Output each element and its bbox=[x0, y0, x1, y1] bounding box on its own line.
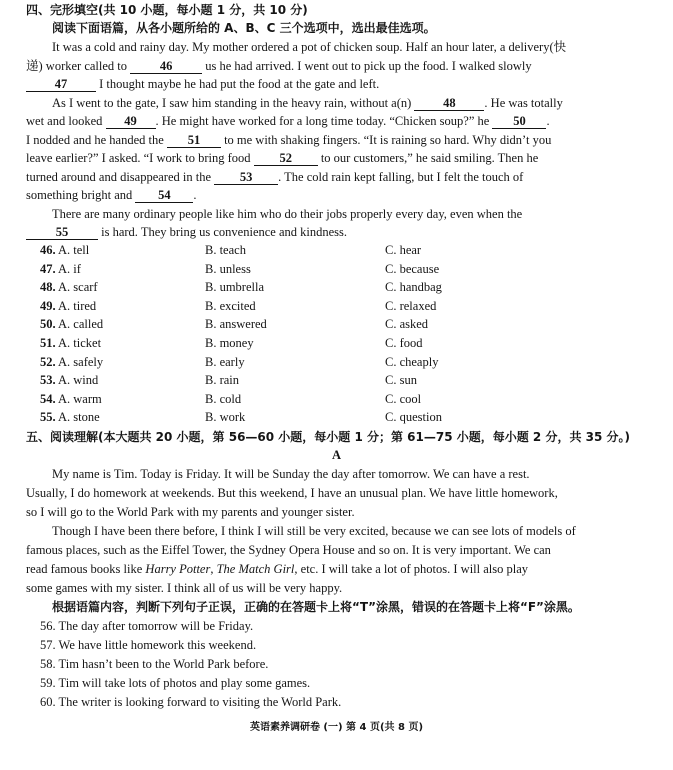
option-c: C. question bbox=[385, 410, 442, 425]
blank-46: 46 bbox=[130, 59, 202, 74]
section4-heading: 四、完形填空(共 10 小题，每小题 1 分，共 10 分) bbox=[26, 3, 308, 17]
text-span: I thought maybe he had put the food at the gate and left. bbox=[99, 77, 380, 91]
passage-line bbox=[26, 224, 347, 241]
text-span: to me with shaking fingers. “It is raining so hard. Why didn’t you bbox=[224, 133, 552, 147]
passage-line: My name is Tim. Today is Friday. It will be Sunday the day after tomorrow. We can have a rest. bbox=[52, 467, 530, 481]
passage-line: something bright and 54 . bbox=[26, 188, 197, 202]
option-a: A. ticket bbox=[58, 336, 102, 350]
section5-heading: 五、阅读理解(本大题共 20 小题，第 56—60 小题，每小题 1 分；第 61—75 小题，每小题 2 分，共 35 分。) bbox=[26, 430, 630, 444]
section5-instruction: 根据语篇内容，判断下列句子正误，正确的在答题卡上将“T”涂黑，错误的在答题卡上将“F”涂黑。 bbox=[52, 600, 580, 614]
passage-line: some games with my sister. I think all of us will be very happy. bbox=[26, 581, 343, 595]
book-title: Harry Potter bbox=[145, 562, 211, 576]
blank-49: 49 bbox=[106, 114, 156, 129]
option-a: A. safely bbox=[58, 354, 104, 369]
option-c: C. hear bbox=[385, 243, 422, 257]
statement-item: 58. Tim hasn’t been to the World Park before. bbox=[40, 657, 269, 671]
option-a: A. if bbox=[58, 261, 81, 276]
option-c: C. cool bbox=[385, 391, 422, 406]
text-span: I nodded and he handed the bbox=[26, 133, 164, 147]
passage-line: Though I have been there before, I think I will still be very excited, because we can see lots of models of bbox=[52, 524, 576, 538]
option-c: C. cheaply bbox=[385, 354, 439, 369]
option-c: C. relaxed bbox=[385, 298, 437, 313]
text-span: something bright and bbox=[26, 188, 133, 202]
text-span: is hard. They bring us convenience and kindness. bbox=[101, 225, 348, 239]
option-c: C. because bbox=[385, 261, 440, 276]
passage-line bbox=[26, 76, 379, 93]
text-span: read famous books like bbox=[26, 562, 143, 576]
text-span: , bbox=[210, 562, 214, 576]
question-number: 48. bbox=[40, 280, 56, 295]
question-number: 50. bbox=[40, 317, 56, 332]
option-a: A. called bbox=[58, 317, 104, 332]
option-b: B. money bbox=[205, 336, 254, 350]
passage-line bbox=[26, 561, 528, 578]
blank-55: 55 bbox=[26, 225, 98, 240]
passage-line: Usually, I do homework at weekends. But this weekend, I have an unusual plan. We have little homework, bbox=[26, 486, 558, 500]
text-span: . He was totally bbox=[484, 96, 563, 110]
option-a: A. warm bbox=[58, 391, 102, 406]
option-a: A. scarf bbox=[58, 280, 98, 295]
option-a: A. tell bbox=[58, 243, 90, 257]
reading-part-label: A bbox=[331, 448, 342, 462]
option-b: B. work bbox=[205, 410, 246, 425]
question-number: 47. bbox=[40, 261, 56, 276]
section4-instruction: 阅读下面语篇，从各小题所给的 A、B、C 三个选项中，选出最佳选项。 bbox=[52, 21, 436, 35]
question-number: 53. bbox=[40, 373, 56, 388]
text-span: us he had arrived. I went out to pick up the food. I walked slowly bbox=[205, 59, 532, 73]
text-span: leave earlier?” I asked. “I work to bring food bbox=[26, 151, 251, 165]
passage-line bbox=[26, 150, 538, 167]
option-c: C. food bbox=[385, 336, 423, 350]
question-number: 52. bbox=[40, 354, 56, 369]
passage-line bbox=[26, 132, 551, 149]
option-a: A. stone bbox=[58, 410, 100, 425]
option-c: C. handbag bbox=[385, 280, 442, 295]
question-number: 55. bbox=[40, 410, 56, 425]
text-span: . The cold rain kept falling, but I felt the touch of bbox=[278, 170, 524, 184]
option-a: A. wind bbox=[58, 373, 99, 388]
blank-50: 50 bbox=[492, 114, 546, 129]
option-a: A. tired bbox=[58, 298, 97, 313]
statement-item: 57. We have little homework this weekend. bbox=[40, 638, 257, 652]
statement-item: 56. The day after tomorrow will be Friday. bbox=[40, 619, 254, 633]
blank-53: 53 bbox=[214, 170, 278, 185]
option-c: C. asked bbox=[385, 317, 429, 332]
passage-line bbox=[52, 95, 563, 112]
option-b: B. answered bbox=[205, 317, 267, 332]
option-b: B. early bbox=[205, 354, 245, 369]
page-footer: 英语素养调研卷 (一) 第 4 页(共 8 页) bbox=[249, 722, 424, 733]
text-span: to our customers,” he said smiling. Then he bbox=[320, 151, 539, 165]
option-b: B. umbrella bbox=[205, 280, 265, 295]
blank-48: 48 bbox=[414, 96, 484, 111]
book-title: The Match Girl bbox=[216, 562, 295, 576]
passage-line bbox=[26, 58, 532, 75]
text-span: 递) worker called to bbox=[26, 59, 128, 73]
option-b: B. unless bbox=[205, 261, 251, 276]
passage-line: There are many ordinary people like him who do their jobs properly every day, even when the bbox=[52, 207, 523, 221]
option-b: B. teach bbox=[205, 243, 246, 257]
blank-47: 47 bbox=[26, 77, 96, 92]
text-span: wet and looked bbox=[26, 114, 103, 128]
passage-line bbox=[26, 169, 523, 186]
question-number: 46. bbox=[40, 243, 56, 257]
blank-51: 51 bbox=[167, 133, 221, 148]
blank-54: 54 bbox=[135, 188, 193, 203]
passage-line: wet and looked 49 . He might have worked for a long time today. “Chicken soup?” he 50 . bbox=[26, 114, 550, 128]
text-span: As I went to the gate, I saw him standing in the heavy rain, without a(n) bbox=[52, 96, 412, 110]
statement-item: 59. Tim will take lots of photos and play some games. bbox=[40, 676, 311, 690]
text-span: . He might have worked for a long time today. “Chicken soup?” he bbox=[155, 114, 490, 128]
passage-line: famous places, such as the Eiffel Tower, the Sydney Opera House and so on. It is very important. We can bbox=[26, 543, 551, 557]
option-b: B. excited bbox=[205, 298, 256, 313]
text-span: turned around and disappeared in the bbox=[26, 170, 212, 184]
option-c: C. sun bbox=[385, 373, 417, 388]
question-number: 49. bbox=[40, 298, 56, 313]
statement-item: 60. The writer is looking forward to visiting the World Park. bbox=[40, 695, 342, 709]
question-number: 51. bbox=[40, 336, 56, 350]
blank-52: 52 bbox=[254, 151, 318, 166]
option-b: B. cold bbox=[205, 391, 242, 406]
passage-line: It was a cold and rainy day. My mother ordered a pot of chicken soup. Half an hour later, a delivery(快 bbox=[52, 40, 567, 54]
question-number: 54. bbox=[40, 391, 56, 406]
option-b: B. rain bbox=[205, 373, 240, 388]
text-span: , etc. I will take a lot of photos. I will also play bbox=[294, 562, 529, 576]
passage-line: so I will go to the World Park with my parents and younger sister. bbox=[26, 505, 355, 519]
